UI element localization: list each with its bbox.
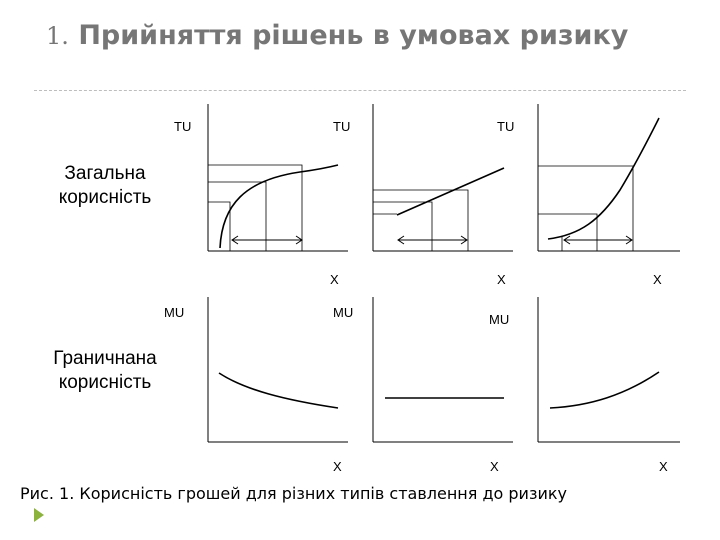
mu-panel-constant	[333, 297, 513, 474]
title-number: 1.	[46, 22, 69, 50]
tu-panel-risk-seeking	[497, 104, 680, 287]
x-axis-label: X	[497, 272, 506, 287]
mu-axis-label: MU	[489, 312, 510, 327]
x-axis-label: X	[330, 272, 339, 287]
tu-axis-label: TU	[174, 119, 192, 134]
mu-panel-decreasing	[164, 297, 348, 474]
x-axis-label: X	[659, 459, 668, 474]
mu-axis-label: MU	[164, 305, 185, 320]
x-axis-label: X	[653, 272, 662, 287]
projection-line	[208, 202, 230, 251]
mu-curve-decreasing	[219, 373, 338, 408]
mu-axis-label: MU	[333, 305, 354, 320]
projection-line	[373, 190, 468, 251]
projection-line	[538, 214, 597, 251]
mu-panel-increasing	[489, 297, 680, 474]
tu-panel-risk-averse	[174, 104, 351, 287]
x-axis-label: X	[490, 459, 499, 474]
projection-line	[208, 165, 302, 251]
tu-panel-risk-neutral	[333, 104, 513, 287]
projection-line	[208, 182, 266, 251]
tu-axis-label: TU	[333, 119, 351, 134]
row-label-total-utility: Загальна корисність	[58, 163, 152, 208]
title-text: Прийняття рішень в умовах ризику	[78, 20, 629, 51]
bullet-arrow-icon	[34, 508, 44, 522]
tu-line-linear	[397, 168, 504, 215]
tu-curve-convex	[548, 118, 659, 239]
mu-curve-increasing	[550, 372, 659, 408]
projection-line	[373, 202, 432, 251]
row-label-marginal-utility: Граничнана корисність	[53, 348, 157, 393]
tu-axis-label: TU	[497, 119, 515, 134]
tu-curve-concave	[220, 165, 338, 248]
figure-caption: Рис. 1. Корисність грошей для різних типів ставлення до ризику	[20, 484, 567, 503]
x-axis-label: X	[333, 459, 342, 474]
